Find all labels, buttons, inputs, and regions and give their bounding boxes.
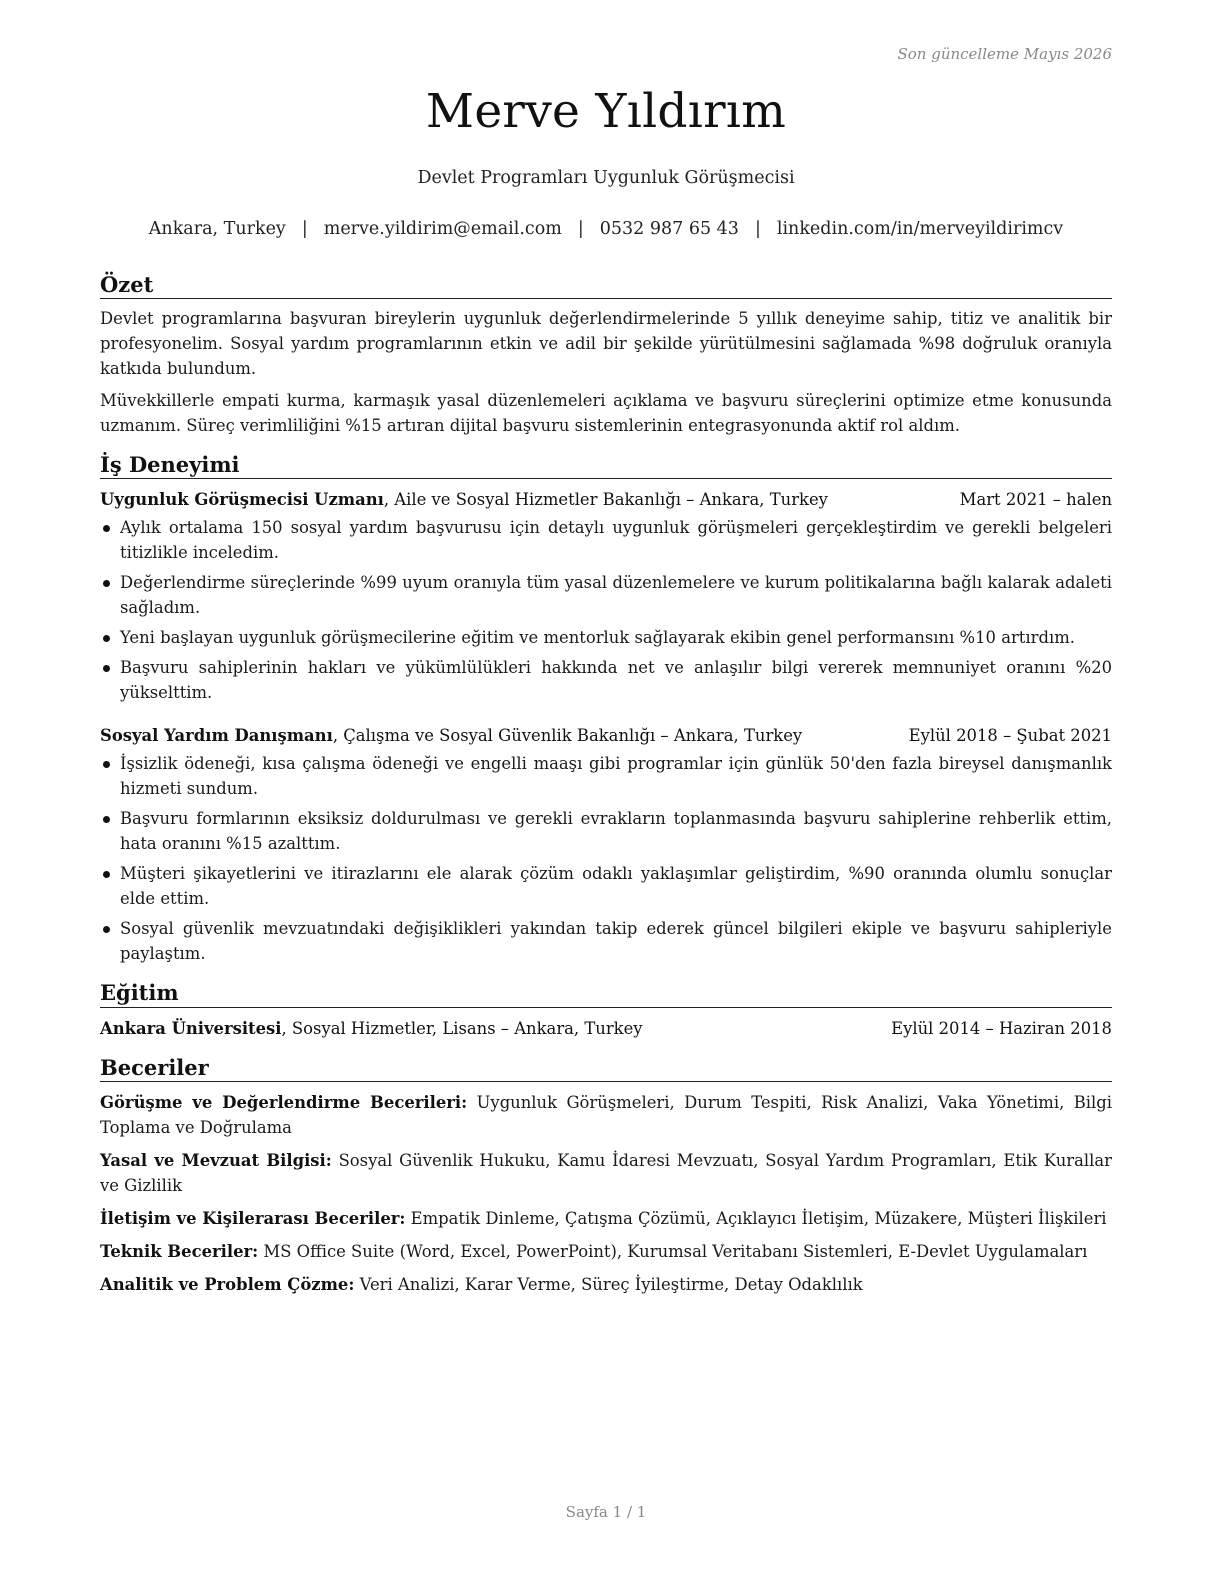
contact-line [100,219,1112,239]
skill-value: Empatik Dinleme, Çatışma Çözümü, Açıklayıcı İletişim, Müzakere, Müşteri İlişkileri [405,1208,1107,1228]
list-item [100,570,1112,620]
education-entry [100,1016,1112,1041]
resume-page [100,0,1112,1584]
job-bullets [100,515,1112,705]
skill-label: Yasal ve Mevzuat Bilgisi: [100,1150,332,1170]
job-role-line [100,723,802,748]
skill-label: İletişim ve Kişilerarası Beceriler: [100,1208,406,1228]
list-item [100,625,1112,650]
bullet-icon [103,580,110,587]
skill-row [100,1206,1112,1231]
bullet-icon [103,665,110,672]
experience-section [100,452,1112,966]
list-item [100,751,1112,801]
skill-row [100,1090,1112,1140]
education-detail: , Sosyal Hizmetler, Lisans – Ankara, Turkey [281,1018,643,1038]
contact-location: Ankara, Turkey [148,219,286,239]
bullet-icon [103,761,110,768]
job-entry [100,723,1112,966]
job-entry [100,487,1112,705]
list-item [100,806,1112,856]
job-dates: Eylül 2018 – Şubat 2021 [908,726,1112,746]
bullet-icon [103,871,110,878]
list-item [100,916,1112,966]
skill-label: Teknik Beceriler: [100,1241,259,1261]
contact-separator: | [577,219,584,239]
bullet-text: Yeni başlayan uygunluk görüşmecilerine eğitim ve mentorluk sağlayarak ekibin genel performansını %10 artırdım. [120,628,1075,648]
education-school: Ankara Üniversitesi [100,1018,282,1038]
bullet-icon [103,635,110,642]
job-header [100,723,1112,748]
skill-label: Görüşme ve Değerlendirme Becerileri: [100,1092,468,1112]
bullet-text: Sosyal güvenlik mevzuatındaki değişiklikleri yakından takip ederek güncel bilgileri ekiple ve başvuru sahipleriyle paylaştım. [120,919,1112,964]
skill-value: MS Office Suite (Word, Excel, PowerPoint), Kurumsal Veritabanı Sistemleri, E-Devlet Uygulamaları [258,1241,1088,1261]
skill-value: Sosyal Güvenlik Hukuku, Kamu İdaresi Mevzuatı, Sosyal Yardım Programları, Etik Kurallar ve Gizlilik [100,1150,1112,1195]
bullet-text: Başvuru formlarının eksiksiz doldurulması ve gerekli evrakların toplanmasında başvuru sahiplerine rehberlik ettim, hata oranını %15 azalttım. [120,809,1112,854]
bullet-icon [103,525,110,532]
contact-linkedin[interactable]: linkedin.com/in/merveyildirimcv [776,219,1064,239]
contact-separator: | [301,219,308,239]
job-dates: Mart 2021 – halen [959,490,1112,510]
contact-email[interactable]: merve.yildirim@email.com [323,219,562,239]
bullet-text: Aylık ortalama 150 sosyal yardım başvurusu için detaylı uygunluk görüşmeleri gerçekleştirdim ve gerekli belgeleri titizlikle inceledim. [120,518,1112,563]
last-updated: Son güncelleme Mayıs 2026 [897,45,1112,63]
job-organization: , Çalışma ve Sosyal Güvenlik Bakanlığı – Ankara, Turkey [332,726,803,746]
bullet-text: İşsizlik ödeneği, kısa çalışma ödeneği ve engelli maaşı gibi programlar için günlük 50'den fazla bireysel danışmanlık hizmeti sundum. [120,754,1112,799]
page-number: Sayfa 1 / 1 [565,1503,647,1521]
contact-phone: 0532 987 65 43 [599,219,739,239]
job-role: Uygunluk Görüşmecisi Uzmanı [100,490,384,510]
job-header [100,487,1112,512]
list-item [100,861,1112,911]
bullet-icon [103,816,110,823]
summary-paragraph: Müvekkillerle empati kurma, karmaşık yasal düzenlemeleri açıklama ve başvuru süreçlerini optimize etme konusunda uzmanım. Süreç verimliliğini %15 artıran dijital başvuru sistemlerinin entegrasyonunda aktif rol aldım. [100,391,1112,436]
section-heading-skills: Beceriler [100,1055,1112,1082]
job-organization: , Aile ve Sosyal Hizmetler Bakanlığı – Ankara, Turkey [383,490,828,510]
section-heading-summary: Özet [100,272,1112,299]
list-item [100,515,1112,565]
section-heading-education: Eğitim [100,980,1112,1007]
skill-value: Veri Analizi, Karar Verme, Süreç İyileştirme, Detay Odaklılık [354,1274,863,1294]
job-bullets [100,751,1112,966]
job-title: Devlet Programları Uygunluk Görüşmecisi [417,168,795,188]
job-role: Sosyal Yardım Danışmanı [100,726,333,746]
education-section [100,980,1112,1040]
bullet-text: Başvuru sahiplerinin hakları ve yükümlülükleri hakkında net ve anlaşılır bilgi vererek memnuniyet oranını %20 yükselttim. [120,658,1112,703]
resume-body [100,272,1112,1311]
bullet-text: Değerlendirme süreçlerinde %99 uyum oranıyla tüm yasal düzenlemelere ve kurum politikalarına bağlı kalarak adaleti sağladım. [120,573,1112,618]
skills-section [100,1055,1112,1297]
list-item [100,655,1112,705]
skill-row [100,1272,1112,1297]
bullet-text: Müşteri şikayetlerini ve itirazlarını ele alarak çözüm odaklı yaklaşımlar geliştirdim, %90 oranında olumlu sonuçlar elde ettim. [120,864,1112,909]
summary-section [100,272,1112,438]
bullet-icon [103,926,110,933]
skill-row [100,1148,1112,1198]
skill-value: Uygunluk Görüşmeleri, Durum Tespiti, Risk Analizi, Vaka Yönetimi, Bilgi Toplama ve Doğrulama [100,1092,1112,1137]
section-heading-experience: İş Deneyimi [100,452,1112,479]
job-role-line [100,487,828,512]
skill-row [100,1239,1112,1264]
candidate-name: Merve Yıldırım [425,84,787,139]
education-line [100,1016,643,1041]
contact-separator: | [754,219,761,239]
education-dates: Eylül 2014 – Haziran 2018 [891,1018,1112,1038]
summary-paragraph: Devlet programlarına başvuran bireylerin uygunluk değerlendirmelerinde 5 yıllık deneyime sahip, titiz ve analitik bir profesyonelim. Sosyal yardım programlarının etkin ve adil bir şekilde yürütülmesini sağlamada %98 doğruluk oranıyla katkıda bulundum. [100,309,1112,379]
skill-label: Analitik ve Problem Çözme: [100,1274,355,1294]
